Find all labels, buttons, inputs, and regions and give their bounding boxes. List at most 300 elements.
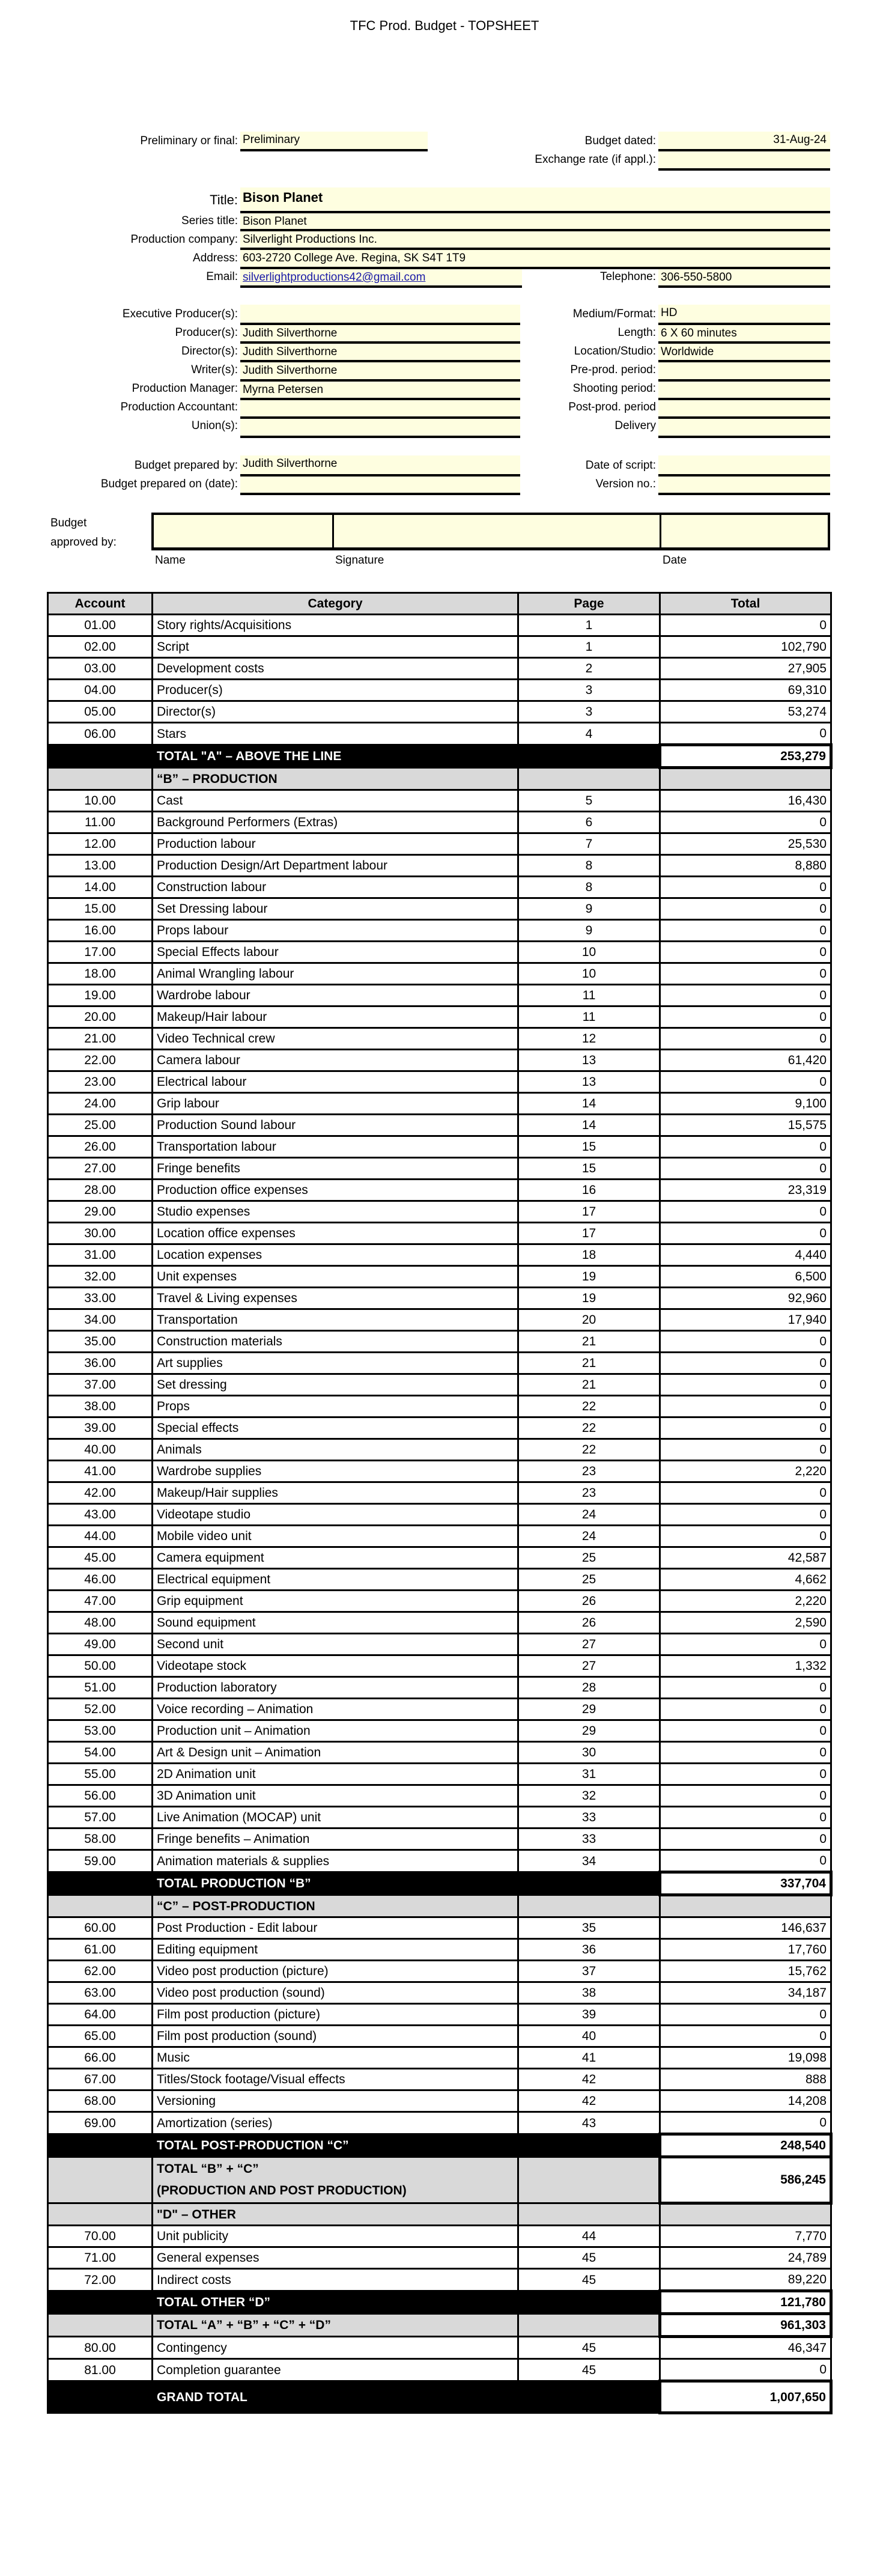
location-studio-label: Location/Studio:	[574, 345, 656, 358]
page-cell: 1	[518, 615, 660, 636]
table-row	[48, 1785, 831, 1807]
account-cell: 68.00	[48, 2090, 153, 2112]
total-cell: 0	[660, 1785, 831, 1807]
page-cell: 24	[518, 1526, 660, 1547]
category-cell: TOTAL "A" – ABOVE THE LINE	[153, 745, 518, 768]
account-cell: 45.00	[48, 1547, 153, 1569]
table-row	[48, 1158, 831, 1180]
production-accountant-label: Production Accountant:	[120, 401, 238, 413]
account-cell: 26.00	[48, 1136, 153, 1158]
category-cell: Wardrobe labour	[153, 985, 518, 1006]
page-cell: 22	[518, 1417, 660, 1439]
page-cell: 9	[518, 920, 660, 942]
page-cell: 18	[518, 1244, 660, 1266]
shooting-period-label: Shooting period:	[572, 382, 656, 395]
section-row	[48, 2203, 831, 2226]
account-cell: 24.00	[48, 1093, 153, 1115]
total-cell	[660, 768, 831, 790]
table-row	[48, 1699, 831, 1720]
category-cell: Makeup/Hair labour	[153, 1006, 518, 1028]
category-cell: Animal Wrangling labour	[153, 963, 518, 985]
account-cell: 81.00	[48, 2359, 153, 2381]
page-cell: 21	[518, 1374, 660, 1396]
account-cell: 62.00	[48, 1961, 153, 1982]
total-cell: 0	[660, 985, 831, 1006]
category-cell: Stars	[153, 723, 518, 745]
category-line-2: (PRODUCTION AND POST PRODUCTION)	[157, 2184, 407, 2197]
category-cell: Video post production (picture)	[153, 1961, 518, 1982]
production-company-label: Production company:	[130, 233, 238, 246]
account-cell: 69.00	[48, 2112, 153, 2134]
pre-prod-period-field[interactable]	[658, 362, 830, 382]
total-cell	[660, 2203, 831, 2226]
account-cell: 50.00	[48, 1655, 153, 1677]
page-cell: 41	[518, 2047, 660, 2069]
account-cell: 65.00	[48, 2026, 153, 2047]
account-cell: 43.00	[48, 1504, 153, 1526]
table-row	[48, 1612, 831, 1634]
total-cell: 102,790	[660, 636, 831, 658]
table-row	[48, 680, 831, 701]
table-row	[48, 723, 831, 745]
total-cell: 0	[660, 1699, 831, 1720]
category-cell: Grip equipment	[153, 1591, 518, 1612]
total-cell: 0	[660, 1071, 831, 1093]
page-cell: 42	[518, 2090, 660, 2112]
budget-table-body	[48, 615, 831, 2413]
account-cell	[48, 1895, 153, 1917]
category-cell: Production Design/Art Department labour	[153, 855, 518, 877]
table-header-row	[48, 593, 831, 615]
production-accountant-field[interactable]	[240, 400, 520, 419]
page-cell: 19	[518, 1266, 660, 1288]
account-cell: 14.00	[48, 877, 153, 898]
table-row	[48, 1309, 831, 1331]
account-cell: 17.00	[48, 942, 153, 963]
table-row	[48, 877, 831, 898]
table-row	[48, 1461, 831, 1482]
total-cell: 0	[660, 1677, 831, 1699]
total-cell: 2,590	[660, 1612, 831, 1634]
page-cell: 14	[518, 1093, 660, 1115]
total-cell: 0	[660, 1353, 831, 1374]
account-cell: 10.00	[48, 790, 153, 812]
table-row	[48, 2112, 831, 2134]
page-cell: 37	[518, 1961, 660, 1982]
table-row	[48, 942, 831, 963]
production-company-field[interactable]: Silverlight Productions Inc.	[240, 231, 830, 250]
table-row	[48, 1828, 831, 1850]
page-cell: 26	[518, 1591, 660, 1612]
table-row	[48, 2004, 831, 2026]
table-row	[48, 658, 831, 680]
total-cell: 4,440	[660, 1244, 831, 1266]
account-cell: 44.00	[48, 1526, 153, 1547]
table-row	[48, 920, 831, 942]
total-cell: 0	[660, 1482, 831, 1504]
table-row	[48, 2269, 831, 2291]
page-cell: 35	[518, 1917, 660, 1939]
table-row	[48, 2247, 831, 2269]
approved-by-line-2: approved by:	[50, 536, 117, 549]
budget-dated-field[interactable]: 31-Aug-24	[658, 132, 830, 151]
page-cell: 11	[518, 1006, 660, 1028]
table-row	[48, 1961, 831, 1982]
category-cell: Second unit	[153, 1634, 518, 1655]
page-cell	[518, 1895, 660, 1917]
table-row	[48, 898, 831, 920]
category-cell: “B” – PRODUCTION	[153, 768, 518, 790]
approval-name-label: Name	[155, 554, 186, 567]
category-cell: TOTAL POST-PRODUCTION “C”	[153, 2134, 518, 2157]
total-cell: 0	[660, 1201, 831, 1223]
total-cell: 0	[660, 1807, 831, 1828]
category-cell: TOTAL OTHER “D”	[153, 2291, 518, 2314]
total-cell: 0	[660, 1028, 831, 1050]
table-row	[48, 1050, 831, 1071]
approval-date-label: Date	[663, 554, 687, 567]
total-cell: 0	[660, 1158, 831, 1180]
table-row	[48, 1115, 831, 1136]
total-cell: 16,430	[660, 790, 831, 812]
account-cell: 27.00	[48, 1158, 153, 1180]
director-field[interactable]: Judith Silverthorne	[240, 344, 520, 362]
category-cell: Amortization (series)	[153, 2112, 518, 2134]
category-line-1: TOTAL “B” + “C”	[157, 2162, 259, 2176]
delivery-field[interactable]	[658, 419, 830, 438]
page-cell: 38	[518, 1982, 660, 2004]
category-cell: Grip labour	[153, 1093, 518, 1115]
total-row	[48, 745, 831, 768]
total-cell: 0	[660, 1504, 831, 1526]
total-cell: 69,310	[660, 680, 831, 701]
page-cell: 45	[518, 2359, 660, 2381]
writer-label: Writer(s):	[191, 364, 238, 376]
category-cell: Unit publicity	[153, 2226, 518, 2247]
account-cell: 80.00	[48, 2337, 153, 2359]
account-cell: 55.00	[48, 1764, 153, 1785]
total-cell: 0	[660, 1417, 831, 1439]
page-cell: 34	[518, 1850, 660, 1872]
category-cell	[153, 2157, 518, 2203]
page-cell: 26	[518, 1612, 660, 1634]
table-row	[48, 1742, 831, 1764]
account-cell: 49.00	[48, 1634, 153, 1655]
total-cell: 0	[660, 1396, 831, 1417]
table-row	[48, 1482, 831, 1504]
production-manager-field[interactable]: Myrna Petersen	[240, 382, 520, 400]
total-cell: 17,940	[660, 1309, 831, 1331]
writer-field[interactable]: Judith Silverthorne	[240, 362, 520, 382]
category-cell: Travel & Living expenses	[153, 1288, 518, 1309]
total-cell: 0	[660, 1223, 831, 1244]
category-cell: Props labour	[153, 920, 518, 942]
producer-field[interactable]: Judith Silverthorne	[240, 325, 520, 344]
medium-format-field[interactable]: HD	[658, 305, 830, 325]
account-cell: 57.00	[48, 1807, 153, 1828]
total-cell: 0	[660, 812, 831, 833]
account-cell: 30.00	[48, 1223, 153, 1244]
page-cell: 33	[518, 1828, 660, 1850]
approval-divider-name	[332, 515, 334, 547]
table-row	[48, 1071, 831, 1093]
table-row	[48, 1028, 831, 1050]
total-row	[48, 2291, 831, 2314]
category-cell: Contingency	[153, 2337, 518, 2359]
total-cell: 253,279	[660, 745, 831, 768]
category-cell: Story rights/Acquisitions	[153, 615, 518, 636]
header-category: Category	[153, 593, 518, 615]
total-cell: 337,704	[660, 1872, 831, 1895]
address-field[interactable]: 603-2720 College Ave. Regina, SK S4T 1T9	[240, 250, 830, 269]
total-cell: 146,637	[660, 1917, 831, 1939]
post-prod-period-field[interactable]	[658, 400, 830, 419]
page-cell: 14	[518, 1115, 660, 1136]
approval-signature-label: Signature	[335, 554, 384, 567]
table-row	[48, 1569, 831, 1591]
table-row	[48, 636, 831, 658]
category-cell: Development costs	[153, 658, 518, 680]
account-cell	[48, 2381, 153, 2413]
account-cell: 18.00	[48, 963, 153, 985]
page-cell	[518, 2157, 660, 2203]
total-cell: 9,100	[660, 1093, 831, 1115]
page-cell: 39	[518, 2004, 660, 2026]
account-cell: 59.00	[48, 1850, 153, 1872]
series-title-field[interactable]: Bison Planet	[240, 213, 830, 231]
subtotal-row	[48, 2314, 831, 2337]
table-row	[48, 1201, 831, 1223]
account-cell	[48, 2203, 153, 2226]
account-cell: 63.00	[48, 1982, 153, 2004]
director-label: Director(s):	[181, 345, 238, 358]
table-row	[48, 1288, 831, 1309]
page-cell: 6	[518, 812, 660, 833]
account-cell: 35.00	[48, 1331, 153, 1353]
location-studio-field[interactable]: Worldwide	[658, 344, 830, 362]
account-cell: 15.00	[48, 898, 153, 920]
account-cell: 53.00	[48, 1720, 153, 1742]
page-cell	[518, 2134, 660, 2157]
account-cell: 19.00	[48, 985, 153, 1006]
category-cell: Camera labour	[153, 1050, 518, 1071]
budget-table	[47, 592, 833, 2414]
page-cell: 45	[518, 2269, 660, 2291]
category-cell: Film post production (sound)	[153, 2026, 518, 2047]
total-cell	[660, 1895, 831, 1917]
category-cell: Background Performers (Extras)	[153, 812, 518, 833]
category-cell: General expenses	[153, 2247, 518, 2269]
category-cell: TOTAL PRODUCTION “B”	[153, 1872, 518, 1895]
shooting-period-field[interactable]	[658, 382, 830, 400]
account-cell: 06.00	[48, 723, 153, 745]
table-row	[48, 2069, 831, 2090]
table-row	[48, 1504, 831, 1526]
account-cell: 61.00	[48, 1939, 153, 1961]
total-cell: 46,347	[660, 2337, 831, 2359]
total-cell: 15,762	[660, 1961, 831, 1982]
budget-prepared-on-field[interactable]	[240, 477, 520, 495]
budget-prepared-by-field[interactable]: Judith Silverthorne	[240, 455, 520, 477]
page-cell: 15	[518, 1136, 660, 1158]
page-cell: 33	[518, 1807, 660, 1828]
page-cell	[518, 768, 660, 790]
total-cell: 888	[660, 2069, 831, 2090]
account-cell: 41.00	[48, 1461, 153, 1482]
total-cell: 14,208	[660, 2090, 831, 2112]
header-total: Total	[660, 593, 831, 615]
account-cell: 11.00	[48, 812, 153, 833]
version-no-field[interactable]	[658, 477, 830, 495]
page-cell: 36	[518, 1939, 660, 1961]
account-cell: 20.00	[48, 1006, 153, 1028]
page-cell: 9	[518, 898, 660, 920]
account-cell: 52.00	[48, 1699, 153, 1720]
telephone-field[interactable]: 306-550-5800	[658, 269, 830, 288]
table-row	[48, 1093, 831, 1115]
exchange-rate-label: Exchange rate (if appl.):	[535, 153, 656, 166]
table-row	[48, 1720, 831, 1742]
category-cell: Video post production (sound)	[153, 1982, 518, 2004]
page-cell: 19	[518, 1288, 660, 1309]
account-cell: 25.00	[48, 1115, 153, 1136]
page-cell: 10	[518, 963, 660, 985]
category-cell: Music	[153, 2047, 518, 2069]
total-cell: 53,274	[660, 701, 831, 723]
category-cell: Art supplies	[153, 1353, 518, 1374]
total-cell: 0	[660, 615, 831, 636]
unions-label: Union(s):	[191, 419, 238, 432]
page-cell: 44	[518, 2226, 660, 2247]
page-cell: 2	[518, 658, 660, 680]
category-cell: Transportation	[153, 1309, 518, 1331]
account-cell: 47.00	[48, 1591, 153, 1612]
exchange-rate-field[interactable]	[658, 151, 830, 171]
table-row	[48, 1353, 831, 1374]
total-cell: 89,220	[660, 2269, 831, 2291]
page-cell: 11	[518, 985, 660, 1006]
table-row	[48, 1396, 831, 1417]
category-cell: Script	[153, 636, 518, 658]
total-cell: 24,789	[660, 2247, 831, 2269]
page-cell: 29	[518, 1699, 660, 1720]
total-cell: 0	[660, 1634, 831, 1655]
account-cell: 22.00	[48, 1050, 153, 1071]
table-row	[48, 855, 831, 877]
series-title-label: Series title:	[181, 215, 238, 227]
account-cell: 71.00	[48, 2247, 153, 2269]
preliminary-field[interactable]: Preliminary	[240, 132, 428, 151]
preliminary-label: Preliminary or final:	[140, 135, 238, 147]
account-cell: 04.00	[48, 680, 153, 701]
title-field[interactable]: Bison Planet	[240, 187, 830, 213]
table-row	[48, 1136, 831, 1158]
account-cell: 37.00	[48, 1374, 153, 1396]
total-cell: 0	[660, 898, 831, 920]
approval-box[interactable]	[151, 513, 830, 550]
total-cell: 61,420	[660, 1050, 831, 1071]
total-cell: 0	[660, 1439, 831, 1461]
account-cell	[48, 2157, 153, 2203]
executive-producer-field[interactable]	[240, 305, 520, 325]
email-link[interactable]: silverlightproductions42@gmail.com	[243, 271, 426, 284]
unions-field[interactable]	[240, 419, 520, 438]
category-cell: Location expenses	[153, 1244, 518, 1266]
delivery-label: Delivery	[614, 419, 656, 432]
total-cell: 0	[660, 877, 831, 898]
category-cell: Production unit – Animation	[153, 1720, 518, 1742]
category-cell: Unit expenses	[153, 1266, 518, 1288]
total-cell: 0	[660, 963, 831, 985]
budget-prepared-by-label: Budget prepared by:	[134, 459, 238, 472]
table-row	[48, 1917, 831, 1939]
account-cell: 46.00	[48, 1569, 153, 1591]
table-row	[48, 1180, 831, 1201]
page-cell: 1	[518, 636, 660, 658]
account-cell: 16.00	[48, 920, 153, 942]
category-cell: Animation materials & supplies	[153, 1850, 518, 1872]
total-cell: 25,530	[660, 833, 831, 855]
account-cell: 54.00	[48, 1742, 153, 1764]
page-cell: 29	[518, 1720, 660, 1742]
address-label: Address:	[193, 252, 238, 264]
category-cell: Titles/Stock footage/Visual effects	[153, 2069, 518, 2090]
page-cell: 4	[518, 723, 660, 745]
page-cell: 20	[518, 1309, 660, 1331]
category-cell: Electrical labour	[153, 1071, 518, 1093]
account-cell: 60.00	[48, 1917, 153, 1939]
total-cell: 0	[660, 2359, 831, 2381]
total-cell: 1,007,650	[660, 2381, 831, 2413]
budget-dated-label: Budget dated:	[584, 135, 656, 147]
category-cell: Completion guarantee	[153, 2359, 518, 2381]
category-cell: GRAND TOTAL	[153, 2381, 518, 2413]
pre-prod-period-label: Pre-prod. period:	[570, 364, 656, 376]
page-cell: 27	[518, 1634, 660, 1655]
category-cell: Transportation labour	[153, 1136, 518, 1158]
table-row	[48, 2359, 831, 2381]
category-cell: 2D Animation unit	[153, 1764, 518, 1785]
table-row	[48, 1677, 831, 1699]
table-row	[48, 2026, 831, 2047]
category-cell: Indirect costs	[153, 2269, 518, 2291]
page-cell: 21	[518, 1353, 660, 1374]
total-cell: 0	[660, 1720, 831, 1742]
category-cell: Animals	[153, 1439, 518, 1461]
table-row	[48, 701, 831, 723]
email-field[interactable]	[240, 269, 522, 288]
date-of-script-field[interactable]	[658, 455, 830, 477]
category-cell: Production office expenses	[153, 1180, 518, 1201]
total-cell: 15,575	[660, 1115, 831, 1136]
account-cell	[48, 768, 153, 790]
title-label: Title:	[210, 192, 238, 207]
table-row	[48, 2090, 831, 2112]
total-cell: 0	[660, 1526, 831, 1547]
total-cell: 586,245	[660, 2157, 831, 2203]
total-cell: 0	[660, 2026, 831, 2047]
total-cell: 2,220	[660, 1461, 831, 1482]
length-field[interactable]: 6 X 60 minutes	[658, 325, 830, 344]
table-row	[48, 1526, 831, 1547]
category-cell: Camera equipment	[153, 1547, 518, 1569]
table-row	[48, 2337, 831, 2359]
page-cell: 10	[518, 942, 660, 963]
table-row	[48, 1591, 831, 1612]
total-cell: 27,905	[660, 658, 831, 680]
account-cell	[48, 2134, 153, 2157]
page-cell: 31	[518, 1764, 660, 1785]
